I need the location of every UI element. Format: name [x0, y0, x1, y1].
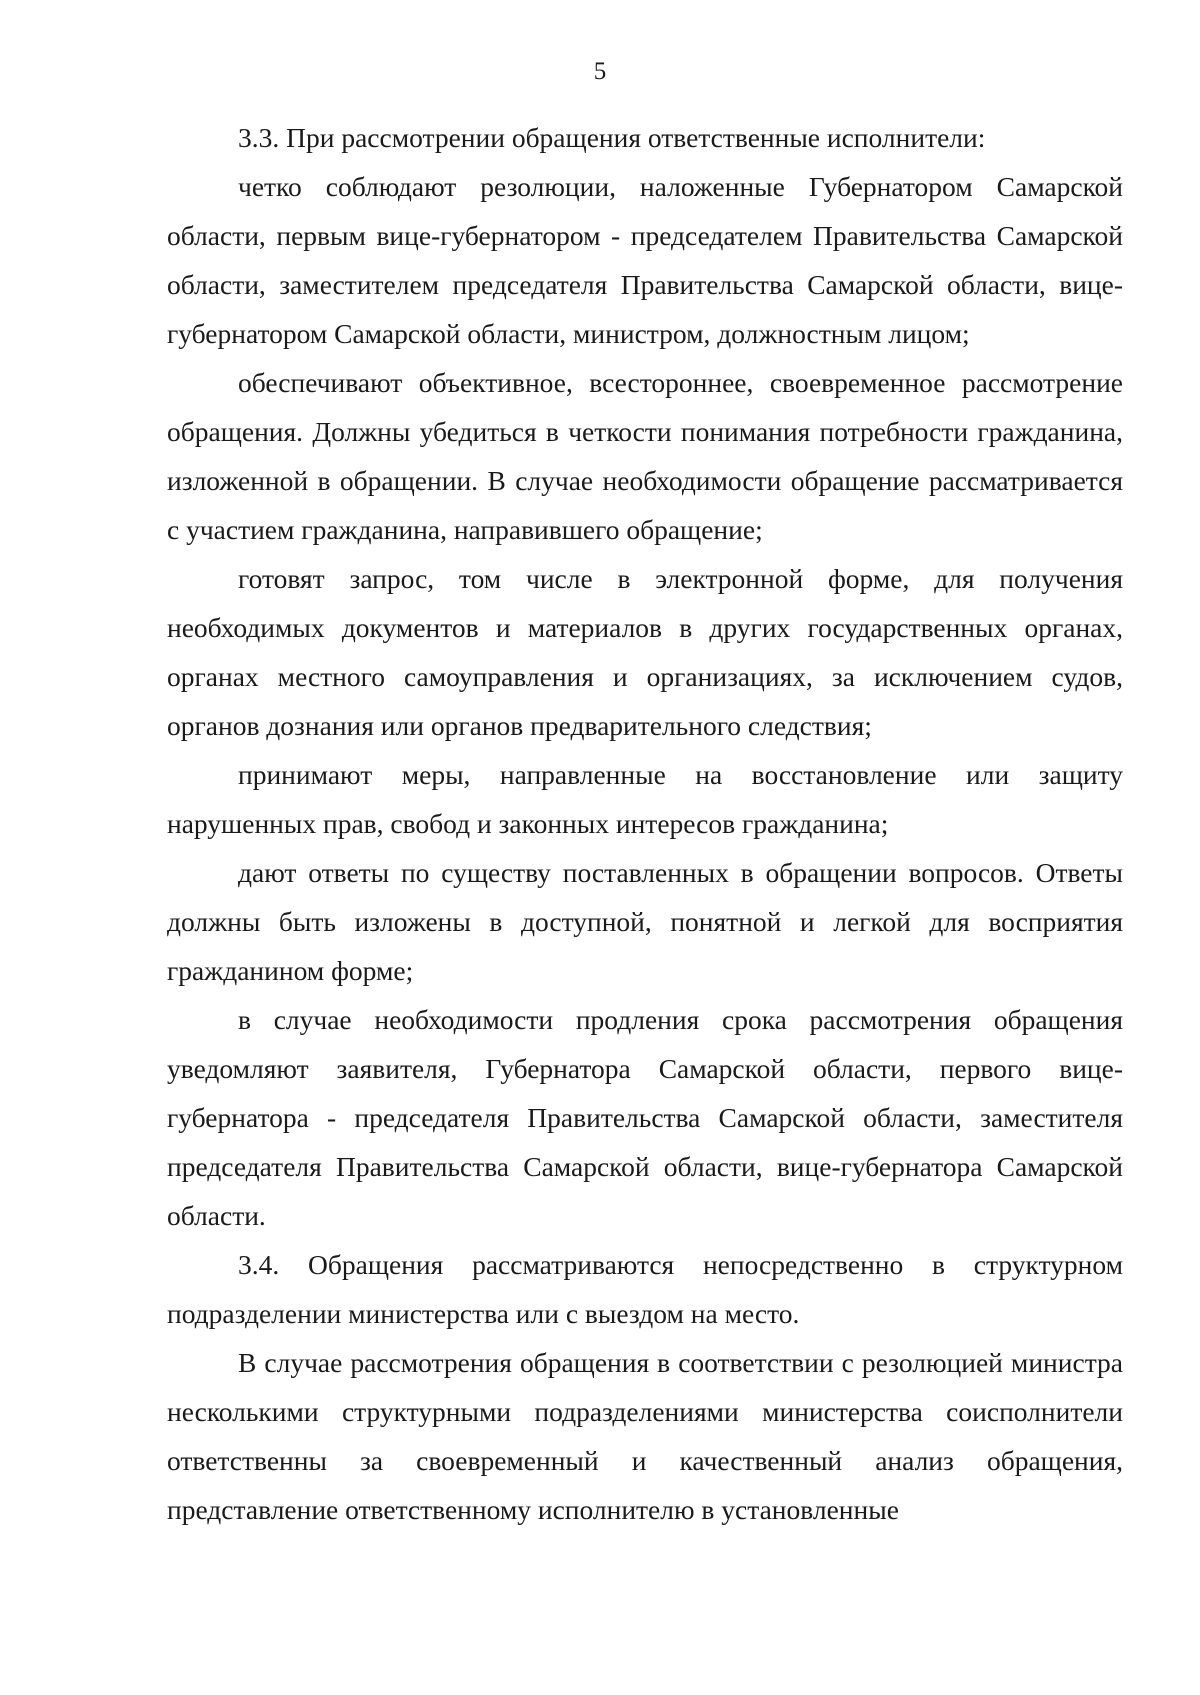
paragraph-requests: готовят запрос, том числе в электронной форме, для получения необходимых документов и материалов в других государственных органах, органах местного самоуправления и организациях, за исключением судов, органов дознания или органов предварительного следствия; — [167, 563, 1123, 741]
paragraph-resolutions: четко соблюдают резолюции, наложенные Губернатором Самарской области, первым вице-губернатором - председателем Правительства Самарской области, заместителем председателя Правительства Самарской области, вице-губернатором Самарской области, министром, должностным лицом; — [167, 171, 1123, 349]
paragraph-3-4: 3.4. Обращения рассматриваются непосредственно в структурном подразделении министерства или с выездом на место. — [167, 1249, 1123, 1329]
paragraph-objective-review: обеспечивают объективное, всестороннее, своевременное рассмотрение обращения. Должны убедиться в четкости понимания потребности гражданина, изложенной в обращении. В случае необходимости обращение рассматривается с участием гражданина, направившего обращение; — [167, 367, 1123, 545]
page-number: 5 — [593, 58, 607, 85]
paragraph-answers: дают ответы по существу поставленных в обращении вопросов. Ответы должны быть изложены в доступной, понятной и легкой для восприятия гражданином форме; — [167, 857, 1123, 986]
paragraph-measures: принимают меры, направленные на восстановление или защиту нарушенных прав, свобод и законных интересов гражданина; — [167, 759, 1123, 839]
document-body — [167, 113, 1123, 1534]
paragraph-3-3-intro: 3.3. При рассмотрении обращения ответственные исполнители: — [238, 122, 986, 153]
paragraph-co-executors: В случае рассмотрения обращения в соответствии с резолюцией министра несколькими структурными подразделениями министерства соисполнители ответственны за своевременный и качественный анализ обращения, представление ответственному исполнителю в установленные — [167, 1347, 1123, 1525]
paragraph-extension: в случае необходимости продления срока рассмотрения обращения уведомляют заявителя, Губернатора Самарской области, первого вице-губернатора - председателя Правительства Самарской области, заместителя председателя Правительства Самарской области, вице-губернатора Самарской области. — [167, 1004, 1123, 1231]
